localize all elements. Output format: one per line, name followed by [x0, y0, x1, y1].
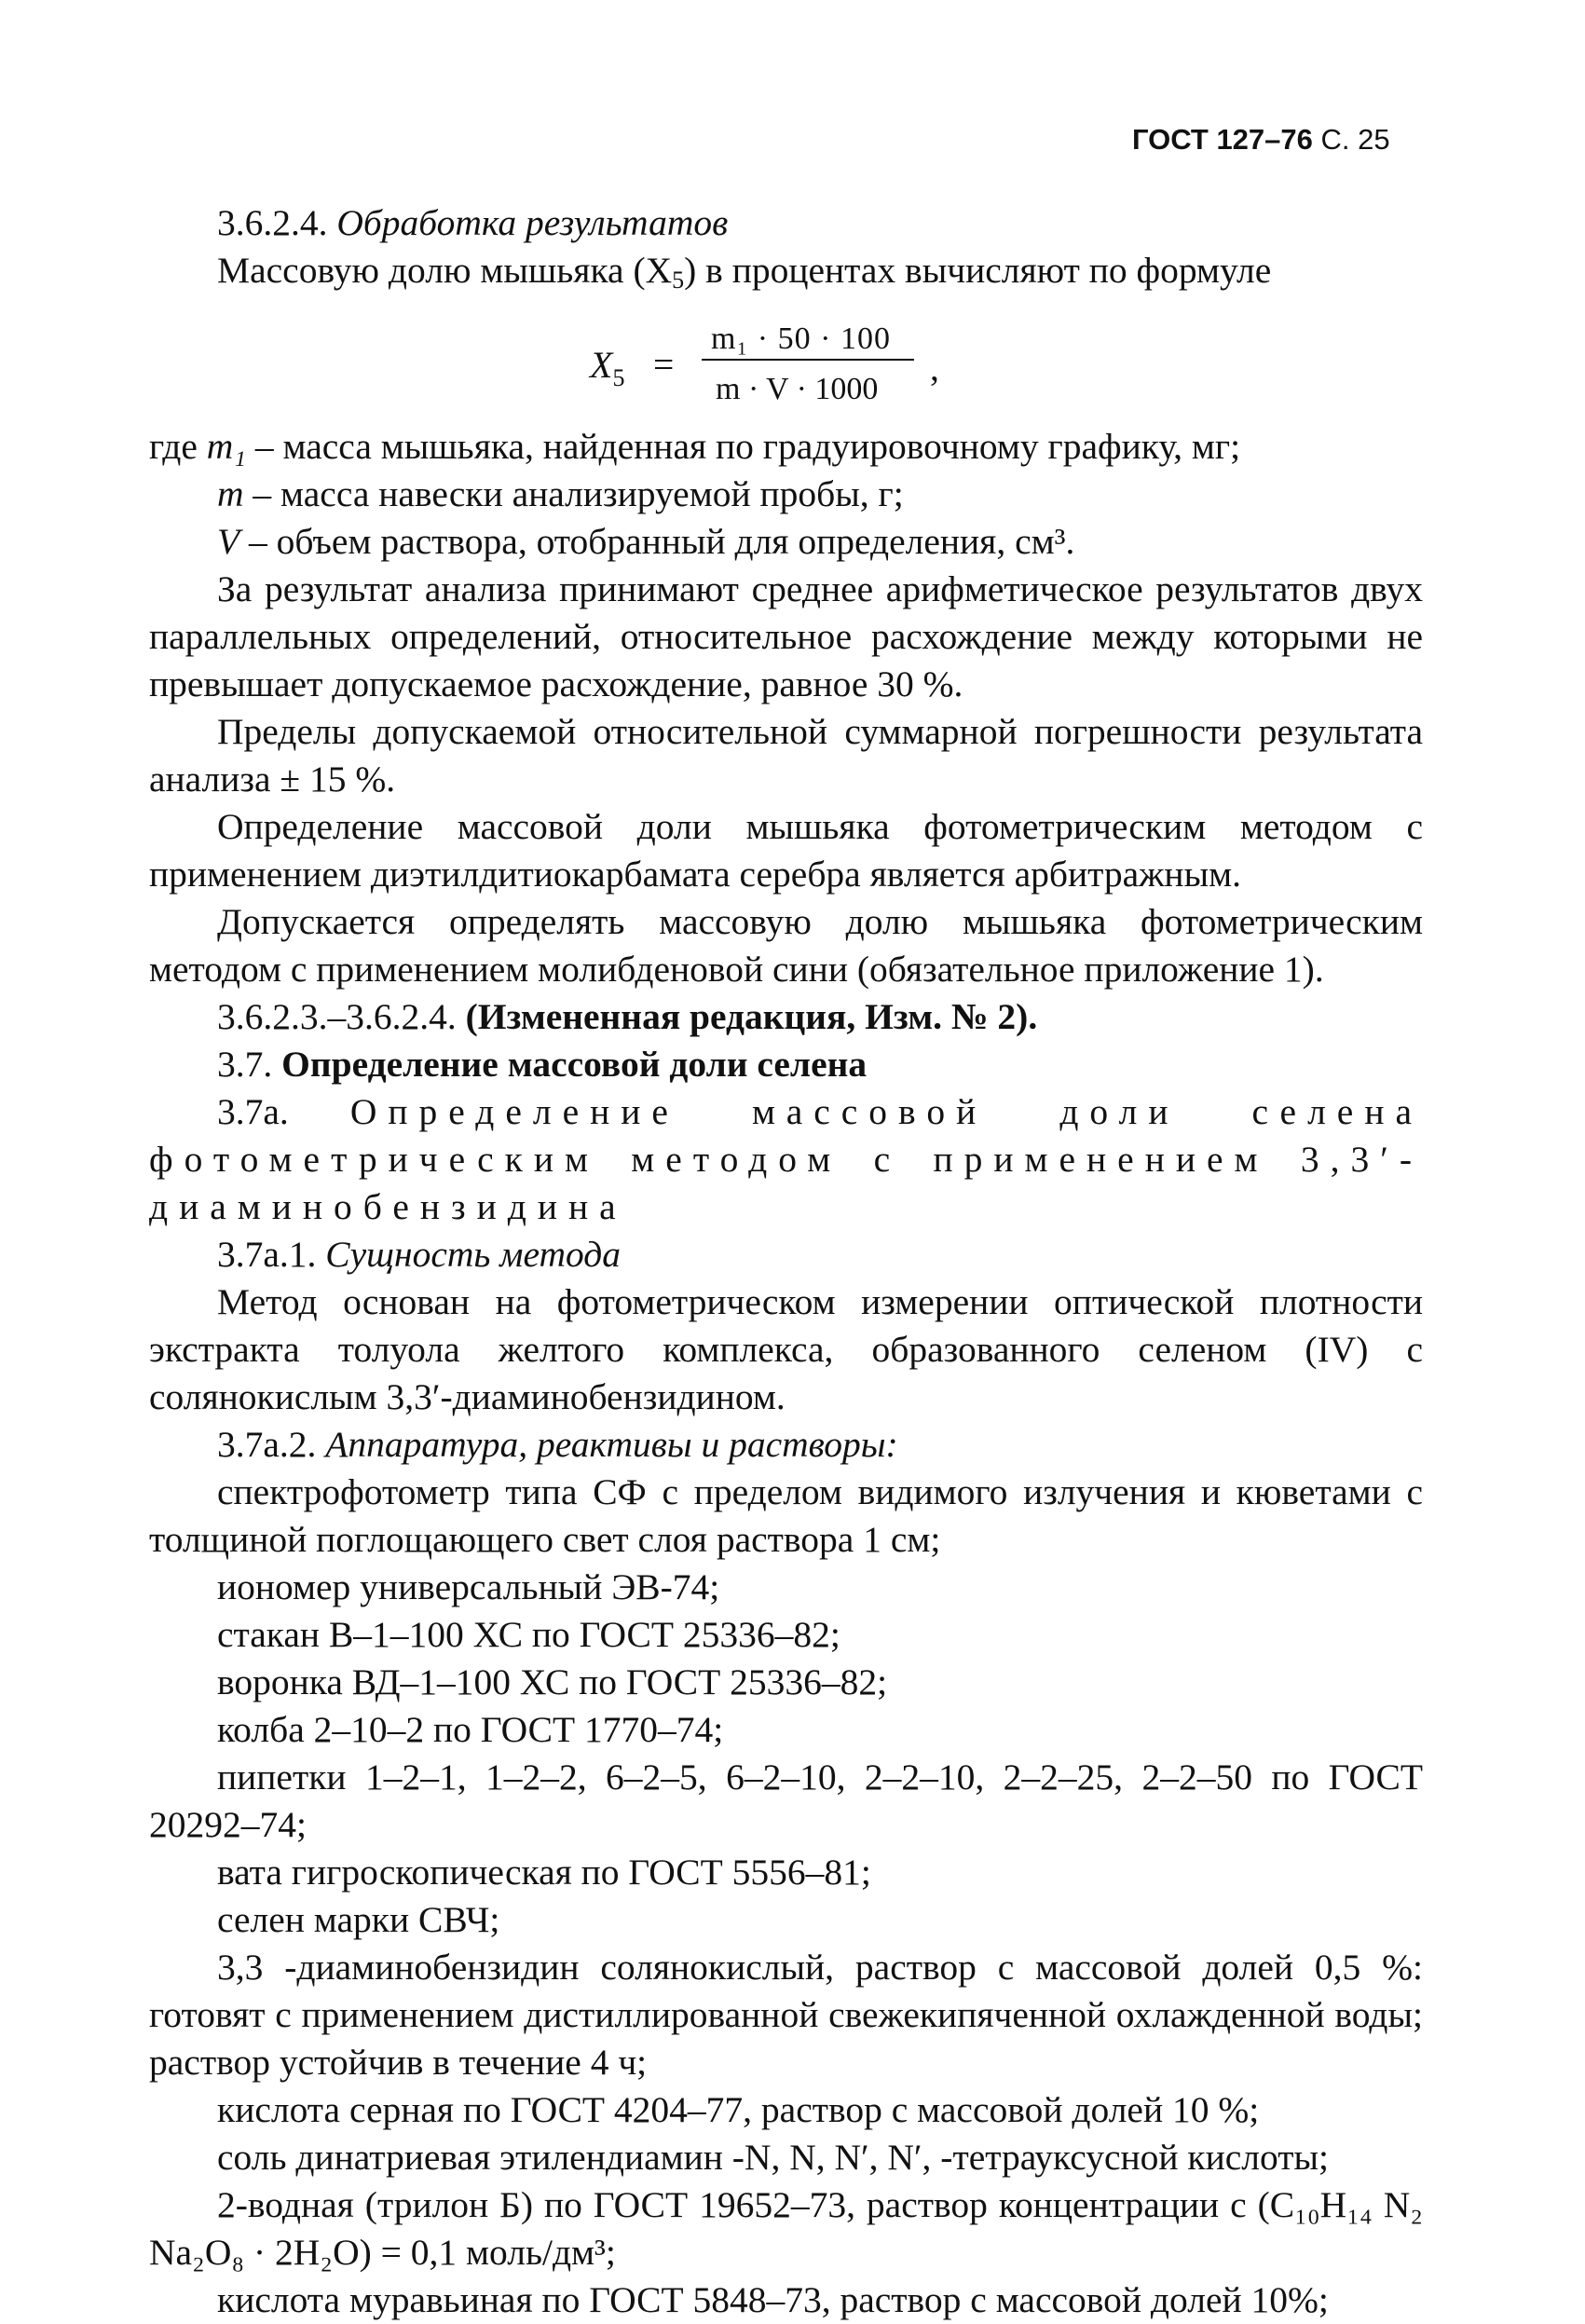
section-3-6-2-4-heading: 3.6.2.4. Обработка результатов [217, 202, 729, 243]
list-item: пипетки 1–2–1, 1–2–2, 6–2–5, 6–2–10, 2–2–10, 2–2–25, 2–2–50 по ГОСТ 20292–74; [149, 1757, 1423, 1845]
list-item: спектрофотометр типа СФ с пределом видимого излучения и кюветами с толщиной поглощающего свет слоя раствора 1 см; [149, 1471, 1423, 1560]
paragraph-result: За результат анализа принимают среднее арифметическое результатов двух параллельных определений, относительное расхождение между которыми не превышает допускаемое расхождение, равное 30 %. [149, 568, 1423, 704]
section-3-7-heading: 3.7. Определение массовой доли селена [217, 1044, 868, 1085]
list-item: селен марки СВЧ; [217, 1899, 500, 1940]
page-header [1132, 121, 1390, 158]
list-item: вата гигроскопическая по ГОСТ 5556–81; [217, 1852, 871, 1893]
variable-definitions [149, 423, 1423, 566]
standard-number: ГОСТ 127–76 [1132, 123, 1313, 156]
paragraph-arbitration: Определение массовой доли мышьяка фотометрическим методом с применением диэтилдитиокарбамата серебра является арбитражным. [149, 806, 1423, 895]
list-item: кислота серная по ГОСТ 4204–77, раствор с массовой долей 10 %; [217, 2089, 1260, 2130]
equipment-list [149, 1469, 1423, 2324]
section-3-7a-1-heading: 3.7а.1. Сущность метода [217, 1234, 621, 1275]
list-item: соль динатриевая этилендиамин -N, N, N′, N′, -тетрауксусной кислоты; [217, 2137, 1330, 2178]
document-body [149, 199, 1423, 2324]
fraction-bar [702, 359, 914, 361]
definition-m: m – масса навески анализируемой пробы, г; [217, 473, 904, 514]
formula-x5 [217, 309, 1423, 410]
formula-denominator: m · V · 1000 [716, 372, 879, 406]
list-item: кислота муравьиная по ГОСТ 5848–73, раствор с массовой долей 10%; [217, 2279, 1329, 2320]
formula-lhs: $X_5$ [590, 344, 625, 391]
paragraph-molybdenum: Допускается определять массовую долю мышьяка фотометрическим методом с применением молибденовой сини (обязательное приложение 1). [149, 901, 1423, 990]
formula-comma: , [930, 348, 939, 389]
paragraph-error-limits: Пределы допускаемой относительной суммарной погрешности результата анализа ± 15 %. [149, 711, 1423, 800]
formula-numerator: m₁ · 50 · 100 [711, 321, 891, 356]
list-item: 3,3 -диаминобензидин солянокислый, раствор с массовой долей 0,5 %: готовят с применением дистиллированной свежекипяченной охлажденной воды; раствор устойчив в течение 4 ч; [149, 1947, 1423, 2083]
paragraph-amendment: 3.6.2.3.–3.6.2.4. (Измененная редакция, Изм. № 2). [217, 996, 1038, 1037]
text-block [149, 566, 1423, 2324]
section-3-7a-heading: 3.7а. Определение массовой доли селена фотометрическим методом с применением 3,3′-диаминобензидина [149, 1091, 1423, 1227]
list-item: колба 2–10–2 по ГОСТ 1770–74; [217, 1709, 724, 1750]
list-item: стакан В–1–100 ХС по ГОСТ 25336–82; [217, 1614, 840, 1655]
list-item: иономер универсальный ЭВ-74; [217, 1566, 720, 1607]
formula-equals: = [653, 344, 675, 385]
page-number: С. 25 [1320, 123, 1390, 156]
paragraph-method: Метод основан на фотометрическом измерении оптической плотности экстракта толуола желтого комплекса, образованного селеном (IV) с солянокислым 3,3′-диаминобензидином. [149, 1281, 1423, 1417]
definition-m1: где m₁ – масса мышьяка, найденная по градуировочному графику, мг; [149, 426, 1241, 467]
list-item: воронка ВД–1–100 ХС по ГОСТ 25336–82; [217, 1661, 888, 1702]
section-3-7a-2-heading: 3.7а.2. Аппаратура, реактивы и растворы: [217, 1424, 898, 1465]
list-item: 2-водная (трилон Б) по ГОСТ 19652–73, раствор концентрации c (C₁₀H₁₄ N₂ Na₂O₈ · 2H₂O) = 0,1 моль/дм³; [149, 2184, 1423, 2273]
formula-intro: Массовую долю мышьяка $(X_5)$ в процентах вычисляют по формуле [217, 250, 1272, 294]
definition-v: V – объем раствора, отобранный для определения, см³. [217, 521, 1075, 562]
